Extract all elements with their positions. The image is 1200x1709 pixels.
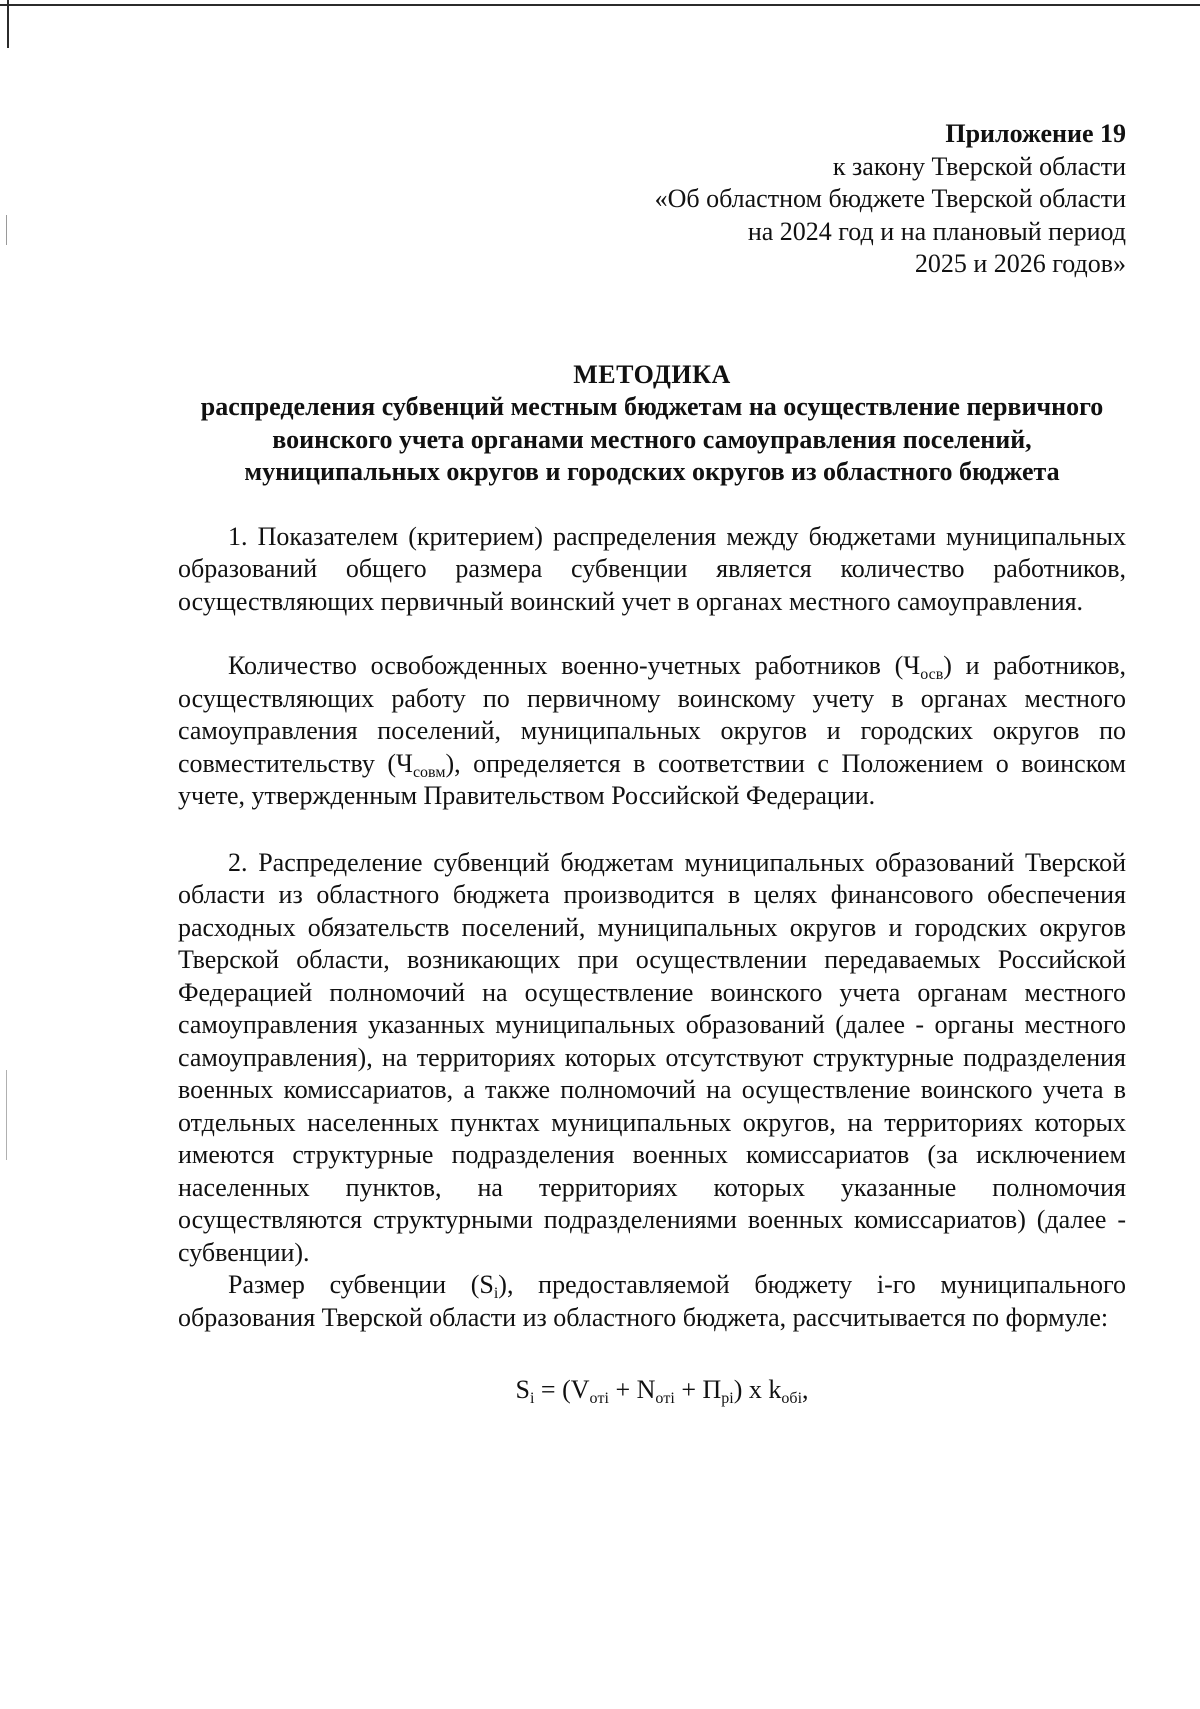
document-subtitle: распределения субвенций местным бюджетам на осуществление первичного воинского учета органами местного самоуправления поселений, муниципальных округов и городских округов из областного бюджета bbox=[200, 392, 1104, 486]
document-page bbox=[178, 118, 1126, 1407]
formula-part: + П bbox=[674, 1375, 722, 1404]
appendix-line: «Об областном бюджете Тверской области bbox=[654, 184, 1126, 213]
subscript: pi bbox=[721, 1390, 734, 1407]
paragraph-4 bbox=[178, 1269, 1126, 1334]
formula-part: = (V bbox=[534, 1375, 590, 1404]
subscript: i bbox=[493, 1285, 499, 1302]
subscript: i bbox=[529, 1390, 535, 1407]
formula bbox=[178, 1374, 1126, 1407]
formula-part: ) x k bbox=[733, 1375, 782, 1404]
text-span: ) и работников, осуществляющих работу по первичному воинскому учету в органах местного самоуправления поселений, муниципальных округов и городских округов по совместительству (Ч bbox=[178, 651, 1126, 778]
scan-mark bbox=[6, 1070, 7, 1160]
scan-edge-top bbox=[0, 4, 1200, 6]
subscript: oбi bbox=[781, 1390, 803, 1407]
subscript: осв bbox=[920, 666, 944, 683]
text-span: ), предоставляемой бюджету i-го муниципального образования Тверской области из областного бюджета, рассчитывается по формуле: bbox=[178, 1270, 1127, 1332]
text-span: Размер субвенции (S bbox=[228, 1270, 494, 1299]
subscript: совм bbox=[412, 763, 446, 781]
subscript: oтi bbox=[655, 1390, 675, 1407]
document-title: МЕТОДИКА bbox=[573, 359, 731, 389]
subscript: oтi bbox=[589, 1390, 609, 1407]
scan-edge-left bbox=[7, 0, 9, 48]
appendix-header bbox=[178, 118, 1126, 281]
formula-part: + N bbox=[608, 1375, 656, 1404]
paragraph-2 bbox=[178, 650, 1126, 813]
formula-part: S bbox=[515, 1375, 530, 1404]
appendix-line: к закону Тверской области bbox=[832, 151, 1126, 181]
appendix-line: 2025 и 2026 годов» bbox=[914, 249, 1126, 278]
appendix-line: на 2024 год и на плановый период bbox=[747, 216, 1126, 246]
appendix-number: Приложение 19 bbox=[945, 119, 1126, 148]
document-heading bbox=[178, 359, 1126, 489]
scan-mark bbox=[6, 215, 7, 245]
formula-part: , bbox=[802, 1375, 809, 1404]
text-span: ), определяется в соответствии с Положением о воинском учете, утвержденным Правительством Российской Федерации. bbox=[178, 748, 1126, 810]
text-span: Количество освобожденных военно-учетных работников (Ч bbox=[228, 651, 921, 680]
paragraph-1: 1. Показателем (критерием) распределения между бюджетами муниципальных образований общего размера субвенции является количество работников, осуществляющих первичный воинский учет в органах местного самоуправления. bbox=[178, 521, 1126, 616]
paragraph-3: 2. Распределение субвенций бюджетам муниципальных образований Тверской области из областного бюджета производится в целях финансового обеспечения расходных обязательств поселений, муниципальных округов и городских округов Тверской области, возникающих при осуществлении передаваемых Российской Федерацией полномочий на осуществление воинского учета органам местного самоуправления указанных муниципальных образований (далее - органы местного самоуправления), на территориях которых отсутствуют структурные подразделения военных комиссариатов, а также полномочий на осуществление воинского учета в отдельных населенных пунктах муниципальных округов, на территориях которых имеются структурные подразделения военных комиссариатов (за исключением населенных пунктов, на территориях которых указанные полномочия осуществляются структурными подразделениями военных комиссариатов) (далее - субвенции). bbox=[178, 847, 1126, 1267]
